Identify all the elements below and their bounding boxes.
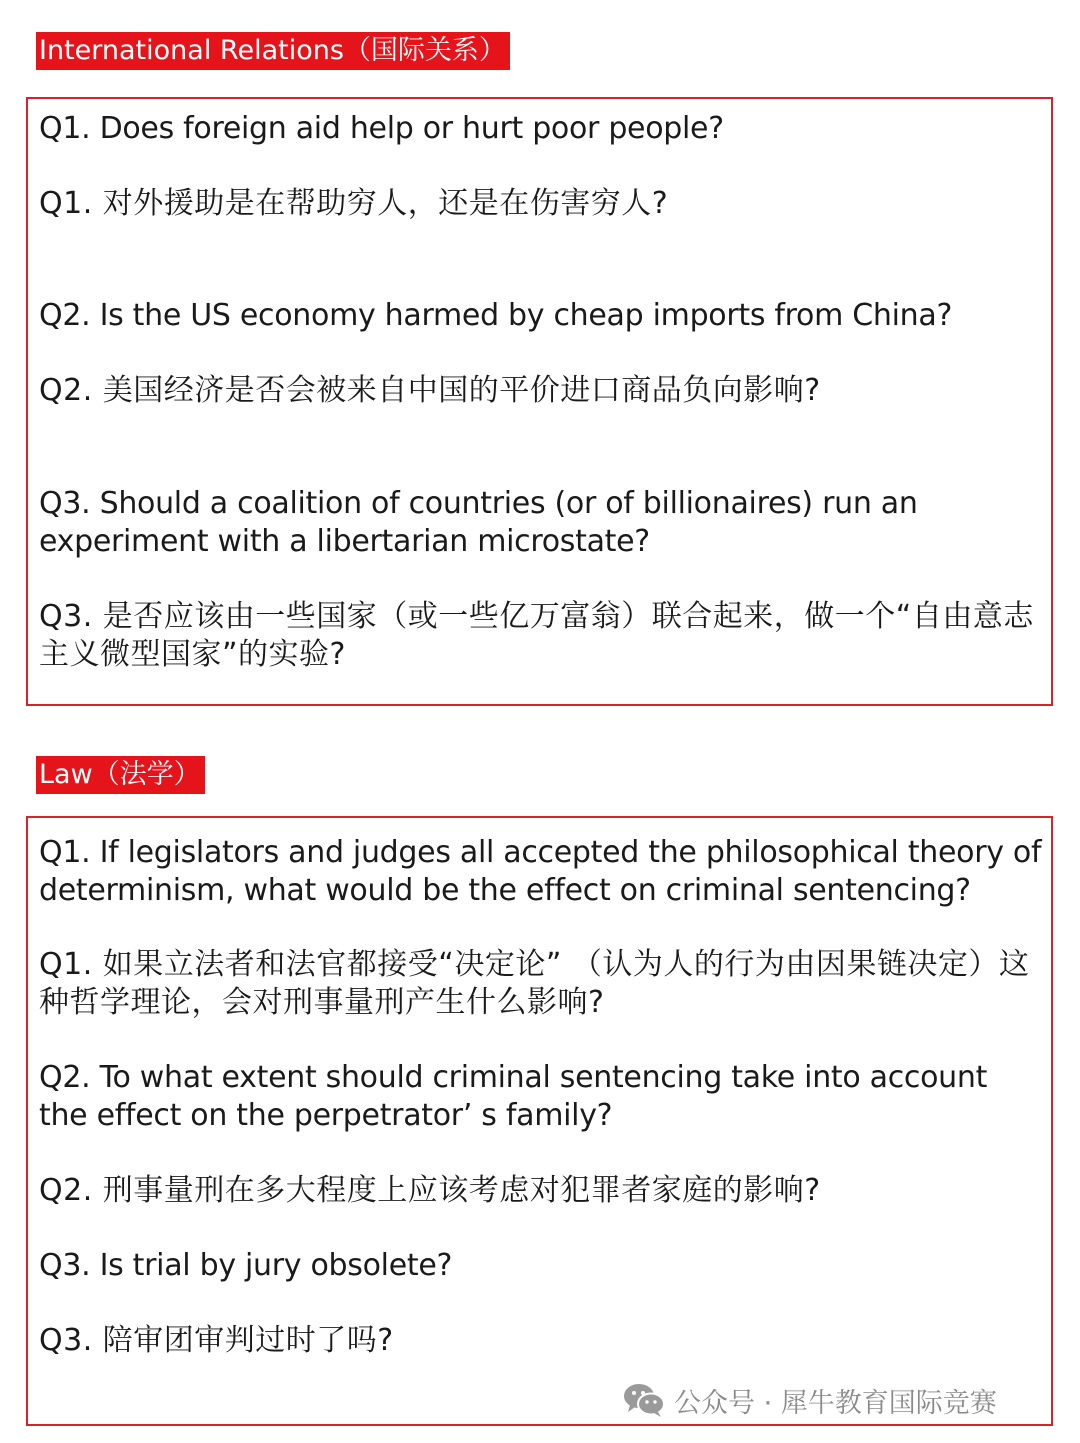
section-label-law: Law（法学） [36, 756, 205, 794]
question-law-q1-en: Q1. If legislators and judges all accepted the philosophical theory of determinism, what would be the effect on criminal sentencing? [39, 835, 1042, 908]
question-law-q2-en: Q2. To what extent should criminal sentencing take into account the effect on the perpetrator’ s family? [39, 1060, 988, 1133]
question-ir-q2-en: Q2. Is the US economy harmed by cheap imports from China? [39, 298, 953, 333]
wechat-icon [622, 1382, 666, 1418]
question-law-q1-zh: Q1. 如果立法者和法官都接受“决定论” （认为人的行为由因果链决定）这种哲学理论，会对刑事量刑产生什么影响? [39, 947, 1030, 1020]
question-ir-q1-zh: Q1. 对外援助是在帮助穷人，还是在伤害穷人? [39, 186, 669, 221]
question-ir-q1-en: Q1. Does foreign aid help or hurt poor people? [39, 111, 724, 146]
question-ir-q3-en: Q3. Should a coalition of countries (or of billionaires) run an experiment with a libertarian microstate? [39, 486, 918, 559]
question-ir-q2-zh: Q2. 美国经济是否会被来自中国的平价进口商品负向影响? [39, 373, 821, 408]
wechat-watermark [622, 1380, 997, 1420]
question-ir-q3-zh: Q3. 是否应该由一些国家（或一些亿万富翁）联合起来，做一个“自由意志主义微型国家”的实验? [39, 599, 1034, 672]
question-law-q2-zh: Q2. 刑事量刑在多大程度上应该考虑对犯罪者家庭的影响? [39, 1173, 821, 1208]
section-label-international-relations: International Relations（国际关系） [36, 32, 510, 70]
watermark-text: 公众号 · 犀牛教育国际竞赛 [674, 1387, 997, 1419]
question-law-q3-zh: Q3. 陪审团审判过时了吗? [39, 1323, 394, 1358]
question-law-q3-en: Q3. Is trial by jury obsolete? [39, 1248, 453, 1283]
